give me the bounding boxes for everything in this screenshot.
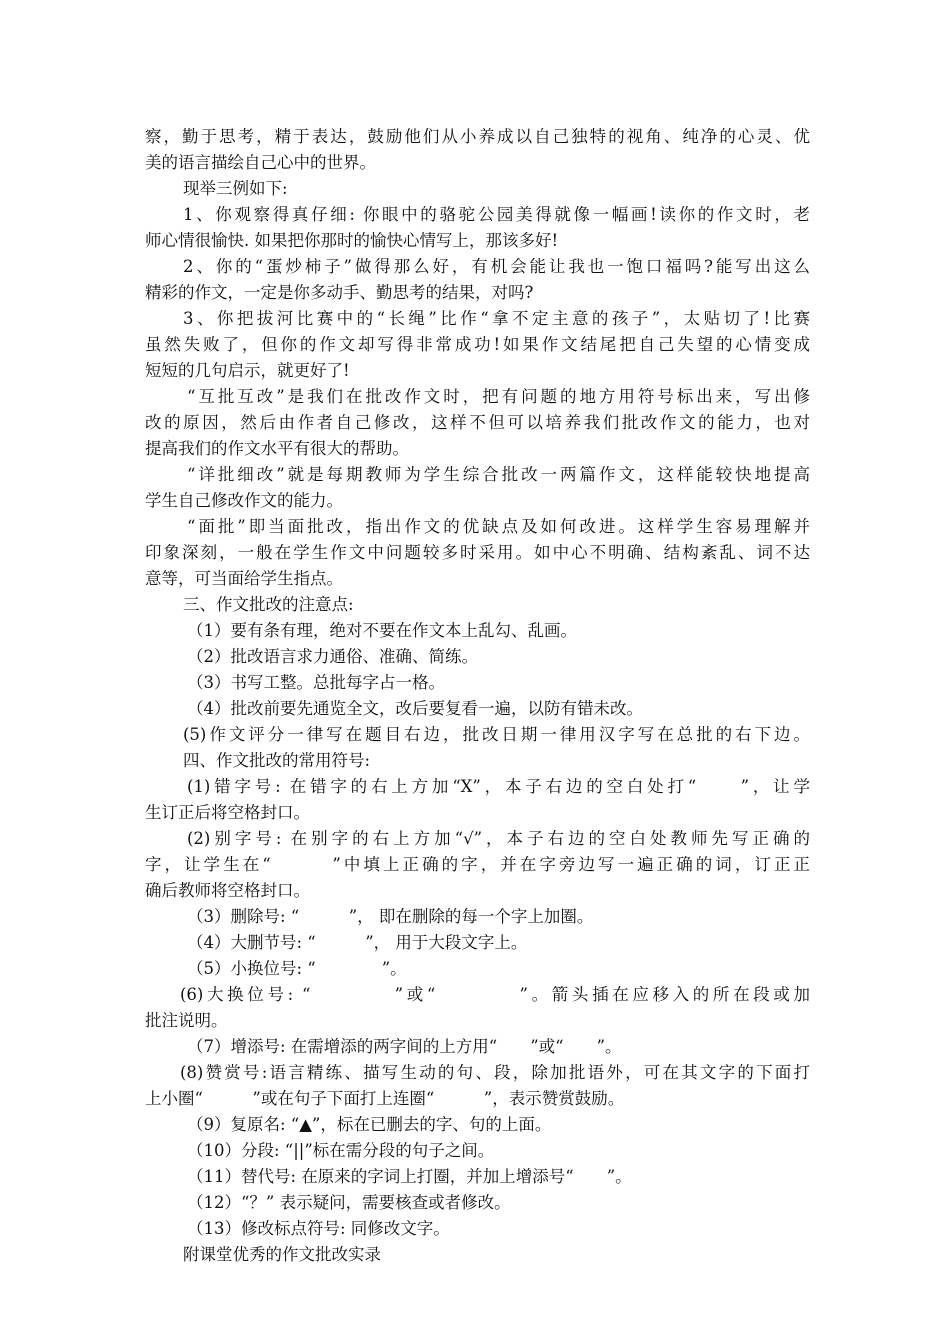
paragraph-line: 现举三例如下: — [183, 179, 288, 198]
paragraph-line: “互批互改”是我们在批改作文时，把有问题的地方用符号标出来，写出修 — [187, 387, 810, 406]
paragraph-line: 师心情很愉快. 如果把你那时的愉快心情写上，那该多好! — [145, 231, 559, 250]
paragraph-line: 提高我们的作文水平有很大的帮助。 — [145, 439, 409, 458]
list-item: (1)错字号: 在错字的右上方加“X”，本子右边的空白处打“ ”，让学 — [187, 777, 810, 796]
list-item-continuation: 确后教师将空格封口。 — [145, 881, 310, 900]
list-item: （3）删除号: “ ”， 即在删除的每一个字上加圈。 — [187, 907, 594, 926]
list-item: (2)别字号: 在别字的右上方加“√”，本子右边的空白处教师先写正确的 — [187, 829, 810, 848]
paragraph-line: 察，勤于思考，精于表达，鼓励他们从小养成以自己独特的视角、纯净的心灵、优 — [145, 127, 810, 146]
paragraph-line: 学生自己修改作文的能力。 — [145, 491, 343, 510]
section-heading: 三、作文批改的注意点: — [183, 595, 354, 614]
paragraph-line: 美的语言描绘自己心中的世界。 — [145, 153, 376, 172]
paragraph-line: “详批细改”就是每期教师为学生综合批改一两篇作文，这样能较快地提高 — [187, 465, 810, 484]
paragraph-line: 短短的几句启示，就更好了! — [145, 361, 350, 380]
list-item: （4）批改前要先通览全文，改后要复看一遍，以防有错未改。 — [187, 699, 643, 718]
paragraph-line: 意等，可当面给学生指点。 — [145, 569, 343, 588]
paragraph-line: “面批”即当面批改，指出作文的优缺点及如何改进。这样学生容易理解并 — [187, 517, 810, 536]
list-item: （3）书写工整。总批每字占一格。 — [187, 673, 445, 692]
list-item: (8)赞赏号:语言精练、描写生动的句、段，除加批语外，可在其文字的下面打 — [180, 1063, 810, 1082]
list-item: （2）批改语言求力通俗、准确、简练。 — [187, 647, 478, 666]
list-item-continuation: 字，让学生在“ ”中填上正确的字，并在字旁边写一遍正确的词，订正正 — [145, 855, 810, 874]
list-item-continuation: 批注说明。 — [145, 1011, 228, 1030]
list-item: （7）增添号: 在需增添的两字间的上方用“ ”或“ ”。 — [187, 1037, 622, 1056]
paragraph-line: 精彩的作文，一定是你多动手、勤思考的结果，对吗? — [145, 283, 534, 302]
list-item: （9）复原名: “▲”，标在已删去的字、句的上面。 — [187, 1115, 552, 1134]
list-item: （5）小换位号: “ ”。 — [187, 959, 407, 978]
paragraph-line: 1、你观察得真仔细: 你眼中的骆驼公园美得就像一幅画!读你的作文时，老 — [183, 205, 810, 224]
list-item: （12）“？” 表示疑问，需要核查或者修改。 — [187, 1193, 511, 1212]
paragraph-line: 3、你把拔河比赛中的“长绳”比作“拿不定主意的孩子”，太贴切了!比赛 — [183, 309, 810, 328]
list-item: （13）修改标点符号: 同修改文字。 — [187, 1219, 450, 1238]
list-item: (5)作文评分一律写在题目右边，批改日期一律用汉字写在总批的右下边。 — [183, 725, 810, 744]
list-item: （4）大删节号: “ ”， 用于大段文字上。 — [187, 933, 528, 952]
list-item: （11）替代号: 在原来的字词上打圈，并加上增添号“ ”。 — [187, 1167, 632, 1186]
closing-line: 附课堂优秀的作文批改实录 — [183, 1245, 381, 1264]
paragraph-line: 改的原因，然后由作者自己修改，这样不但可以培养我们批改作文的能力，也对 — [145, 413, 810, 432]
list-item: (6)大换位号: “ ”或“ ”。箭头插在应移入的所在段或加 — [180, 985, 810, 1004]
list-item-continuation: 生订正后将空格封口。 — [145, 803, 310, 822]
list-item: （1）要有条有理，绝对不要在作文本上乱勾、乱画。 — [187, 621, 577, 640]
paragraph-line: 虽然失败了，但你的作文却写得非常成功!如果作文结尾把自己失望的心情变成 — [145, 335, 810, 354]
document-page — [145, 124, 810, 1268]
paragraph-line: 印象深刻，一般在学生作文中问题较多时采用。如中心不明确、结构紊乱、词不达 — [145, 543, 810, 562]
list-item-continuation: 上小圈“ ”或在句子下面打上连圈“ ”，表示赞赏鼓励。 — [145, 1089, 625, 1108]
section-heading: 四、作文批改的常用符号: — [183, 751, 371, 770]
list-item: （10）分段: “||”标在需分段的句子之间。 — [187, 1141, 495, 1160]
paragraph-line: 2、你的“蛋炒柿子”做得那么好，有机会能让我也一饱口福吗?能写出这么 — [183, 257, 810, 276]
